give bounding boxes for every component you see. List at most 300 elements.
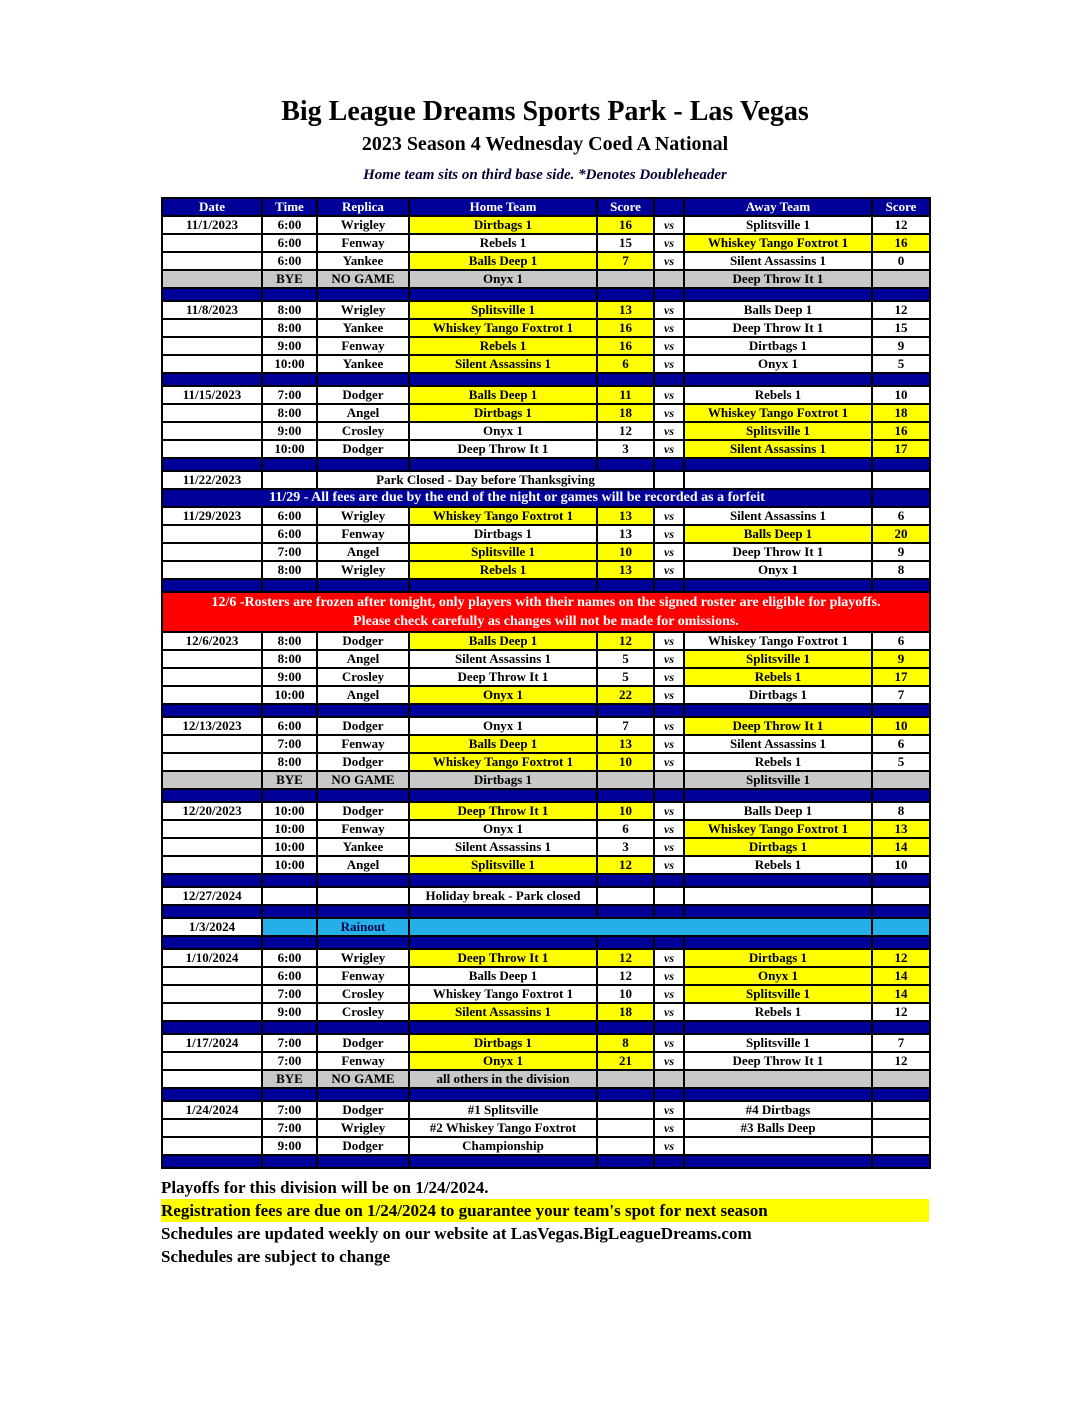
home-team-cell: Onyx 1 [409, 717, 597, 735]
playoff-row [162, 1137, 930, 1155]
table-body [162, 216, 930, 1168]
alert-row [162, 592, 930, 632]
date-cell: 11/15/2023 [162, 386, 262, 404]
date-cell [162, 561, 262, 579]
closed-text-cell: Park Closed - Day before Thanksgiving [317, 471, 654, 489]
away-score-cell [872, 1137, 930, 1155]
separator-cell [654, 1021, 684, 1034]
game-row [162, 949, 930, 967]
time-cell: 8:00 [262, 561, 317, 579]
home-team-cell: Championship [409, 1137, 597, 1155]
date-cell [162, 668, 262, 686]
separator-cell [654, 704, 684, 717]
date-cell: 11/1/2023 [162, 216, 262, 234]
vs-cell: vs [654, 820, 684, 838]
time-cell: 9:00 [262, 1137, 317, 1155]
away-score-cell: 12 [872, 301, 930, 319]
replica-cell: Wrigley [317, 1119, 409, 1137]
date-cell [162, 771, 262, 789]
home-team-cell: Onyx 1 [409, 270, 597, 288]
roster-alert-cell [162, 592, 930, 632]
vs-cell: vs [654, 404, 684, 422]
date-cell: 11/29/2023 [162, 507, 262, 525]
home-score-cell: 3 [597, 440, 654, 458]
home-score-cell: 18 [597, 1003, 654, 1021]
separator-cell [162, 704, 262, 717]
schedule-table [161, 197, 931, 1169]
time-cell: 10:00 [262, 802, 317, 820]
away-score-cell: 18 [872, 404, 930, 422]
away-score-cell [872, 489, 930, 507]
replica-cell: Crosley [317, 1003, 409, 1021]
game-row [162, 1003, 930, 1021]
home-score-cell: 16 [597, 319, 654, 337]
home-team-cell: Deep Throw It 1 [409, 668, 597, 686]
vs-cell: vs [654, 735, 684, 753]
away-team-cell: Balls Deep 1 [684, 802, 872, 820]
home-score-cell: 12 [597, 967, 654, 985]
home-team-cell: Dirtbags 1 [409, 1034, 597, 1052]
vs-cell: vs [654, 753, 684, 771]
date-cell [162, 985, 262, 1003]
separator-row [162, 874, 930, 887]
replica-cell: Fenway [317, 735, 409, 753]
game-row [162, 820, 930, 838]
time-cell [262, 471, 317, 489]
game-row [162, 686, 930, 704]
date-cell [162, 543, 262, 561]
away-score-cell: 8 [872, 561, 930, 579]
date-cell [162, 319, 262, 337]
time-cell: 7:00 [262, 1101, 317, 1119]
date-cell [162, 753, 262, 771]
away-score-cell [872, 1101, 930, 1119]
vs-cell: vs [654, 985, 684, 1003]
vs-cell: vs [654, 252, 684, 270]
vs-cell: vs [654, 1003, 684, 1021]
away-score-cell: 10 [872, 856, 930, 874]
footer-subject-to-change-note: Schedules are subject to change [161, 1247, 391, 1266]
replica-cell: NO GAME [317, 1070, 409, 1088]
replica-cell: Dodger [317, 1034, 409, 1052]
replica-cell: Crosley [317, 668, 409, 686]
time-cell: 10:00 [262, 686, 317, 704]
separator-row [162, 373, 930, 386]
home-team-cell: Whiskey Tango Foxtrot 1 [409, 507, 597, 525]
replica-cell: Angel [317, 650, 409, 668]
home-score-cell: 13 [597, 525, 654, 543]
away-team-cell: Whiskey Tango Foxtrot 1 [684, 404, 872, 422]
home-team-cell: Splitsville 1 [409, 301, 597, 319]
date-cell: 12/20/2023 [162, 802, 262, 820]
vs-cell: vs [654, 507, 684, 525]
away-score-cell: 9 [872, 337, 930, 355]
separator-cell [872, 579, 930, 592]
separator-cell [872, 458, 930, 471]
page-subtitle: 2023 Season 4 Wednesday Coed A National [361, 133, 729, 155]
away-team-cell: Splitsville 1 [684, 771, 872, 789]
date-cell [162, 525, 262, 543]
away-score-cell: 6 [872, 735, 930, 753]
home-score-cell: 12 [597, 422, 654, 440]
time-cell: 6:00 [262, 949, 317, 967]
game-row [162, 985, 930, 1003]
bye-row [162, 270, 930, 288]
replica-cell: Dodger [317, 440, 409, 458]
separator-cell [654, 874, 684, 887]
separator-cell [597, 288, 654, 301]
home-team-cell: Rebels 1 [409, 561, 597, 579]
time-cell [262, 918, 317, 936]
away-team-cell: Deep Throw It 1 [684, 270, 872, 288]
vs-cell: vs [654, 686, 684, 704]
home-score-cell: 12 [597, 856, 654, 874]
away-team-cell: Rebels 1 [684, 1003, 872, 1021]
home-score-cell: 6 [597, 355, 654, 373]
separator-cell [684, 1021, 872, 1034]
vs-cell: vs [654, 355, 684, 373]
date-cell [162, 234, 262, 252]
game-row [162, 337, 930, 355]
separator-row [162, 789, 930, 802]
separator-cell [654, 789, 684, 802]
home-score-cell: 21 [597, 1052, 654, 1070]
separator-cell [409, 905, 597, 918]
home-score-cell: 10 [597, 985, 654, 1003]
separator-cell [162, 1088, 262, 1101]
home-score-cell: 13 [597, 735, 654, 753]
away-score-cell [872, 771, 930, 789]
date-cell [162, 404, 262, 422]
date-cell [162, 735, 262, 753]
time-cell: 10:00 [262, 856, 317, 874]
away-score-cell: 9 [872, 543, 930, 561]
footer-registration-note: Registration fees are due on 1/24/2024 to guarantee your team's spot for next season [161, 1199, 929, 1222]
separator-cell [684, 1088, 872, 1101]
vs-cell: vs [654, 422, 684, 440]
replica-cell: Crosley [317, 985, 409, 1003]
separator-cell [162, 789, 262, 802]
away-score-cell: 6 [872, 632, 930, 650]
separator-cell [654, 1088, 684, 1101]
replica-cell: Yankee [317, 355, 409, 373]
replica-cell: Rainout [317, 918, 409, 936]
away-team-cell: Dirtbags 1 [684, 337, 872, 355]
replica-cell: Wrigley [317, 507, 409, 525]
vs-cell [654, 887, 684, 905]
time-cell: 6:00 [262, 525, 317, 543]
separator-cell [654, 373, 684, 386]
header-away-team-cell: Away Team [684, 198, 872, 216]
home-score-cell: 12 [597, 949, 654, 967]
away-score-cell [872, 887, 930, 905]
home-score-cell: 5 [597, 650, 654, 668]
separator-cell [162, 905, 262, 918]
separator-cell [409, 458, 597, 471]
rainout-span-cell [409, 918, 872, 936]
vs-cell: vs [654, 386, 684, 404]
time-cell: 6:00 [262, 507, 317, 525]
home-score-cell: 12 [597, 632, 654, 650]
schedule-page [161, 96, 929, 1268]
home-team-cell: all others in the division [409, 1070, 597, 1088]
bye-row [162, 771, 930, 789]
time-cell: 7:00 [262, 1052, 317, 1070]
home-score-cell: 10 [597, 802, 654, 820]
away-score-cell: 9 [872, 650, 930, 668]
date-cell [162, 820, 262, 838]
separator-cell [684, 458, 872, 471]
date-cell: 12/6/2023 [162, 632, 262, 650]
home-score-cell: 7 [597, 252, 654, 270]
away-team-cell: Onyx 1 [684, 967, 872, 985]
vs-cell: vs [654, 301, 684, 319]
separator-cell [872, 874, 930, 887]
vs-cell: vs [654, 1052, 684, 1070]
separator-cell [684, 373, 872, 386]
date-cell [162, 967, 262, 985]
separator-cell [684, 789, 872, 802]
home-score-cell [597, 1137, 654, 1155]
away-team-cell: Dirtbags 1 [684, 686, 872, 704]
away-score-cell: 14 [872, 967, 930, 985]
separator-cell [872, 373, 930, 386]
time-cell: 8:00 [262, 404, 317, 422]
away-score-cell [872, 918, 930, 936]
away-team-cell: Balls Deep 1 [684, 301, 872, 319]
separator-cell [162, 1021, 262, 1034]
separator-cell [684, 874, 872, 887]
playoff-row [162, 1101, 930, 1119]
date-cell: 11/8/2023 [162, 301, 262, 319]
date-cell [162, 650, 262, 668]
separator-cell [654, 579, 684, 592]
separator-cell [654, 288, 684, 301]
home-team-cell: Balls Deep 1 [409, 386, 597, 404]
replica-cell: Dodger [317, 753, 409, 771]
separator-cell [162, 874, 262, 887]
separator-cell [162, 373, 262, 386]
separator-cell [262, 789, 317, 802]
game-row [162, 668, 930, 686]
vs-cell: vs [654, 717, 684, 735]
date-cell [162, 422, 262, 440]
time-cell: 8:00 [262, 301, 317, 319]
separator-cell [162, 936, 262, 949]
separator-cell [317, 458, 409, 471]
date-cell [162, 337, 262, 355]
header-date-cell: Date [162, 198, 262, 216]
home-team-cell: Onyx 1 [409, 1052, 597, 1070]
home-team-note: Home team sits on third base side. *Denotes Doubleheader [363, 167, 727, 183]
closed-row [162, 887, 930, 905]
time-cell: 9:00 [262, 668, 317, 686]
separator-cell [872, 288, 930, 301]
separator-cell [409, 936, 597, 949]
vs-cell: vs [654, 543, 684, 561]
date-cell [162, 1070, 262, 1088]
home-team-cell: Balls Deep 1 [409, 252, 597, 270]
home-team-cell: Silent Assassins 1 [409, 838, 597, 856]
home-team-cell: Silent Assassins 1 [409, 355, 597, 373]
game-row [162, 507, 930, 525]
separator-cell [654, 936, 684, 949]
separator-cell [262, 704, 317, 717]
home-team-cell: Whiskey Tango Foxtrot 1 [409, 319, 597, 337]
date-cell: 12/13/2023 [162, 717, 262, 735]
away-score-cell: 7 [872, 1034, 930, 1052]
away-score-cell: 5 [872, 753, 930, 771]
roster-alert-line: 12/6 -Rosters are frozen after tonight, only players with their names on the signed roster are eligible for playoffs. [211, 595, 881, 610]
away-team-cell: Deep Throw It 1 [684, 1052, 872, 1070]
home-team-cell: Onyx 1 [409, 820, 597, 838]
time-cell: BYE [262, 270, 317, 288]
game-row [162, 1052, 930, 1070]
game-row [162, 717, 930, 735]
separator-cell [597, 789, 654, 802]
away-score-cell: 10 [872, 717, 930, 735]
away-team-cell: Splitsville 1 [684, 985, 872, 1003]
replica-cell: Yankee [317, 252, 409, 270]
home-score-cell: 13 [597, 301, 654, 319]
date-cell [162, 1052, 262, 1070]
separator-cell [317, 288, 409, 301]
separator-cell [597, 579, 654, 592]
game-row [162, 440, 930, 458]
time-cell: 8:00 [262, 632, 317, 650]
vs-cell: vs [654, 1137, 684, 1155]
vs-cell: vs [654, 561, 684, 579]
vs-cell: vs [654, 319, 684, 337]
home-score-cell: 16 [597, 216, 654, 234]
replica-cell: Fenway [317, 234, 409, 252]
time-cell: 7:00 [262, 735, 317, 753]
separator-cell [317, 936, 409, 949]
home-score-cell [597, 1101, 654, 1119]
home-team-cell: Silent Assassins 1 [409, 1003, 597, 1021]
away-score-cell: 15 [872, 319, 930, 337]
vs-cell: vs [654, 838, 684, 856]
vs-cell: vs [654, 1101, 684, 1119]
away-team-cell: Deep Throw It 1 [684, 717, 872, 735]
home-team-cell: Dirtbags 1 [409, 771, 597, 789]
home-team-cell: Rebels 1 [409, 337, 597, 355]
away-score-cell: 20 [872, 525, 930, 543]
footer-notes [161, 1176, 929, 1268]
time-cell: 7:00 [262, 985, 317, 1003]
away-team-cell: Splitsville 1 [684, 422, 872, 440]
game-row [162, 422, 930, 440]
away-team-cell: Whiskey Tango Foxtrot 1 [684, 632, 872, 650]
date-cell: 1/24/2024 [162, 1101, 262, 1119]
time-cell: 6:00 [262, 717, 317, 735]
replica-cell [317, 887, 409, 905]
away-score-cell: 17 [872, 440, 930, 458]
away-team-cell: Splitsville 1 [684, 216, 872, 234]
separator-cell [262, 1088, 317, 1101]
vs-cell [654, 270, 684, 288]
vs-cell: vs [654, 856, 684, 874]
game-row [162, 967, 930, 985]
replica-cell: Dodger [317, 632, 409, 650]
home-score-cell: 7 [597, 717, 654, 735]
separator-cell [872, 704, 930, 717]
separator-cell [262, 1021, 317, 1034]
date-cell [162, 838, 262, 856]
separator-cell [409, 373, 597, 386]
home-team-cell: Whiskey Tango Foxtrot 1 [409, 985, 597, 1003]
note-row [162, 489, 930, 507]
header-row [162, 198, 930, 216]
time-cell: 9:00 [262, 1003, 317, 1021]
away-score-cell: 7 [872, 686, 930, 704]
header-away-score-cell: Score [872, 198, 930, 216]
away-score-cell [872, 270, 930, 288]
time-cell: 10:00 [262, 838, 317, 856]
separator-cell [597, 1021, 654, 1034]
home-team-cell: Whiskey Tango Foxtrot 1 [409, 753, 597, 771]
home-score-cell [597, 1119, 654, 1137]
time-cell: 7:00 [262, 1119, 317, 1137]
separator-cell [317, 789, 409, 802]
separator-cell [409, 704, 597, 717]
game-row [162, 650, 930, 668]
away-team-cell [684, 1137, 872, 1155]
home-team-cell: #2 Whiskey Tango Foxtrot [409, 1119, 597, 1137]
replica-cell: Yankee [317, 838, 409, 856]
away-team-cell [684, 1070, 872, 1088]
separator-cell [162, 288, 262, 301]
separator-cell [262, 579, 317, 592]
away-team-cell: Rebels 1 [684, 386, 872, 404]
separator-row [162, 288, 930, 301]
replica-cell: Angel [317, 686, 409, 704]
away-team-cell: Onyx 1 [684, 561, 872, 579]
away-score-cell: 8 [872, 802, 930, 820]
time-cell: 9:00 [262, 337, 317, 355]
vs-cell: vs [654, 525, 684, 543]
time-cell: 8:00 [262, 319, 317, 337]
separator-row [162, 579, 930, 592]
separator-cell [872, 905, 930, 918]
game-row [162, 856, 930, 874]
replica-cell: Fenway [317, 1052, 409, 1070]
game-row [162, 1034, 930, 1052]
separator-cell [409, 288, 597, 301]
separator-cell [409, 579, 597, 592]
away-team-cell: Silent Assassins 1 [684, 507, 872, 525]
separator-row [162, 1155, 930, 1168]
time-cell: 10:00 [262, 355, 317, 373]
separator-row [162, 936, 930, 949]
separator-cell [597, 936, 654, 949]
time-cell: 7:00 [262, 1034, 317, 1052]
date-cell: 1/17/2024 [162, 1034, 262, 1052]
home-score-cell [597, 270, 654, 288]
separator-cell [262, 373, 317, 386]
replica-cell: Fenway [317, 337, 409, 355]
home-team-cell: Rebels 1 [409, 234, 597, 252]
replica-cell: Wrigley [317, 216, 409, 234]
date-cell: 11/22/2023 [162, 471, 262, 489]
time-cell: 9:00 [262, 422, 317, 440]
game-row [162, 319, 930, 337]
away-team-cell: Silent Assassins 1 [684, 440, 872, 458]
home-score-cell: 5 [597, 668, 654, 686]
vs-cell: vs [654, 650, 684, 668]
vs-cell: vs [654, 337, 684, 355]
away-score-cell: 12 [872, 1052, 930, 1070]
